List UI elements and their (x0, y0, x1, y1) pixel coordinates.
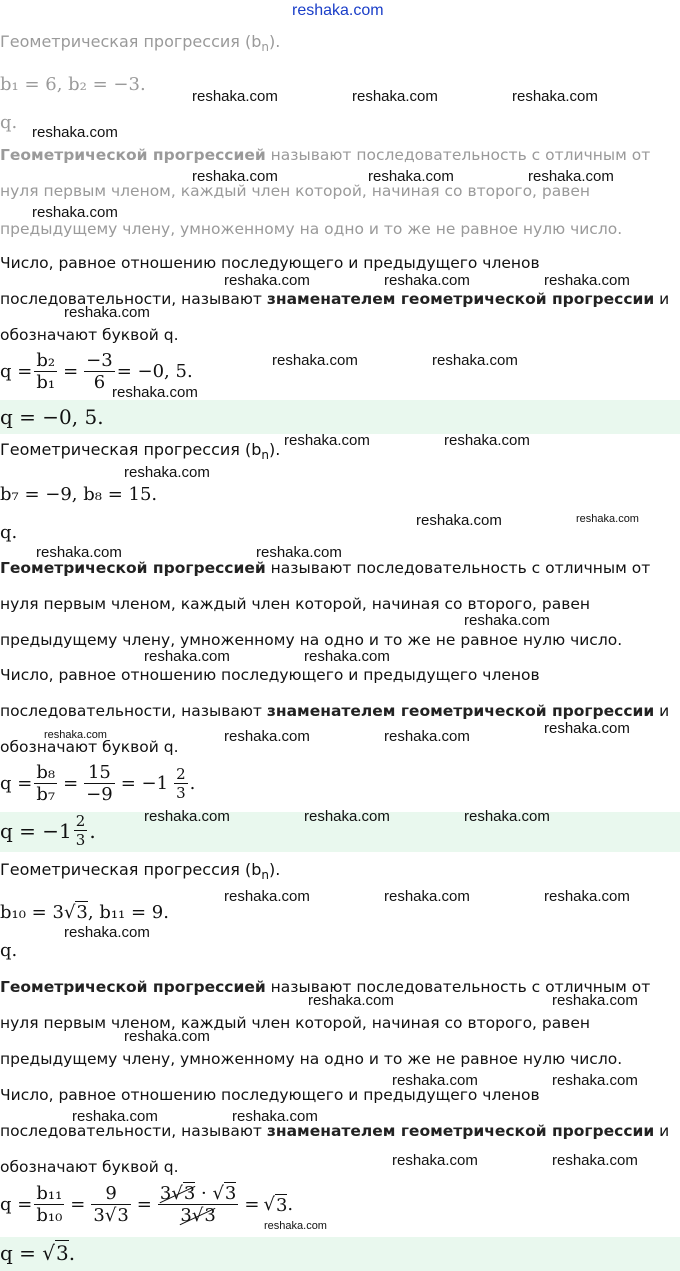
watermark[interactable]: reshaka.com (384, 728, 470, 745)
watermark[interactable]: reshaka.com (392, 1152, 478, 1169)
watermark[interactable]: reshaka.com (552, 992, 638, 1009)
watermark[interactable]: reshaka.com (44, 729, 107, 741)
watermark[interactable]: reshaka.com (392, 1072, 478, 1089)
watermark[interactable]: reshaka.com (528, 168, 614, 185)
section3-answer: q = √3. (0, 1237, 680, 1271)
section1-calculation: q = $\frac{\text{b₂}}{\text{b₁}}$ = $\frac{-3}{6}$ = −0, 5. (0, 350, 193, 393)
watermark[interactable]: reshaka.com (464, 612, 550, 629)
section3-calculation: q = $\frac{\text{b₁₁}}{\text{b₁₀}}$ = $\frac{9}{3√3}$ = $\frac{3√3 \cdot √3}{3√3}$ = √ 3 . (0, 1183, 294, 1226)
watermark[interactable]: reshaka.com (308, 992, 394, 1009)
watermark[interactable]: reshaka.com (304, 808, 390, 825)
watermark[interactable]: reshaka.com (368, 168, 454, 185)
section1-heading: Геометрическая прогрессия $(b_n)$. (0, 32, 281, 55)
watermark[interactable]: reshaka.com (544, 272, 630, 289)
watermark[interactable]: reshaka.com (416, 512, 502, 529)
watermark[interactable]: reshaka.com (352, 88, 438, 105)
watermark[interactable]: reshaka.com (384, 272, 470, 289)
watermark[interactable]: reshaka.com (224, 728, 310, 745)
watermark[interactable]: reshaka.com (144, 648, 230, 665)
section2-given: b₇ = −9, b₈ = 15. (0, 484, 158, 505)
watermark[interactable]: reshaka.com (64, 924, 150, 941)
watermark[interactable]: reshaka.com (552, 1152, 638, 1169)
watermark[interactable]: reshaka.com (304, 648, 390, 665)
watermark[interactable]: reshaka.com (192, 88, 278, 105)
section1-answer: q = −0, 5. (0, 400, 680, 434)
section3-find: q. (0, 940, 18, 961)
watermark[interactable]: reshaka.com (32, 204, 118, 221)
watermark[interactable]: reshaka.com (72, 1108, 158, 1125)
watermark[interactable]: reshaka.com (384, 888, 470, 905)
section2-heading: Геометрическая прогрессия $(b_n)$. (0, 440, 281, 463)
watermark[interactable]: reshaka.com (544, 720, 630, 737)
watermark[interactable]: reshaka.com (232, 1108, 318, 1125)
watermark[interactable]: reshaka.com (264, 1220, 327, 1232)
watermark[interactable]: reshaka.com (32, 124, 118, 141)
watermark[interactable]: reshaka.com (256, 544, 342, 561)
section3-heading: Геометрическая прогрессия $(b_n)$. (0, 860, 281, 883)
section1-given: b₁ = 6, b₂ = −3. (0, 74, 146, 95)
watermark[interactable]: reshaka.com (576, 513, 639, 525)
top-watermark[interactable]: reshaka.com (292, 2, 384, 19)
section2-find: q. (0, 522, 18, 543)
watermark[interactable]: reshaka.com (284, 432, 370, 449)
section2-answer: q = −1 2 3 . (0, 812, 680, 852)
watermark[interactable]: reshaka.com (124, 464, 210, 481)
watermark[interactable]: reshaka.com (36, 544, 122, 561)
section3-given: b₁₀ = 3√3, b₁₁ = 9. (0, 902, 169, 923)
watermark[interactable]: reshaka.com (144, 808, 230, 825)
watermark[interactable]: reshaka.com (224, 888, 310, 905)
section1-find: q. (0, 112, 18, 133)
watermark[interactable]: reshaka.com (544, 888, 630, 905)
watermark[interactable]: reshaka.com (192, 168, 278, 185)
watermark[interactable]: reshaka.com (464, 808, 550, 825)
watermark[interactable]: reshaka.com (444, 432, 530, 449)
section2-calculation: q = $\frac{\text{b₈}}{\text{b₇}}$ = $\frac{15}{-9}$ = −1 2 3 . (0, 762, 196, 805)
watermark[interactable]: reshaka.com (512, 88, 598, 105)
watermark[interactable]: reshaka.com (64, 304, 150, 321)
watermark[interactable]: reshaka.com (432, 352, 518, 369)
watermark[interactable]: reshaka.com (552, 1072, 638, 1089)
watermark[interactable]: reshaka.com (112, 384, 198, 401)
watermark[interactable]: reshaka.com (272, 352, 358, 369)
watermark[interactable]: reshaka.com (124, 1028, 210, 1045)
watermark[interactable]: reshaka.com (224, 272, 310, 289)
